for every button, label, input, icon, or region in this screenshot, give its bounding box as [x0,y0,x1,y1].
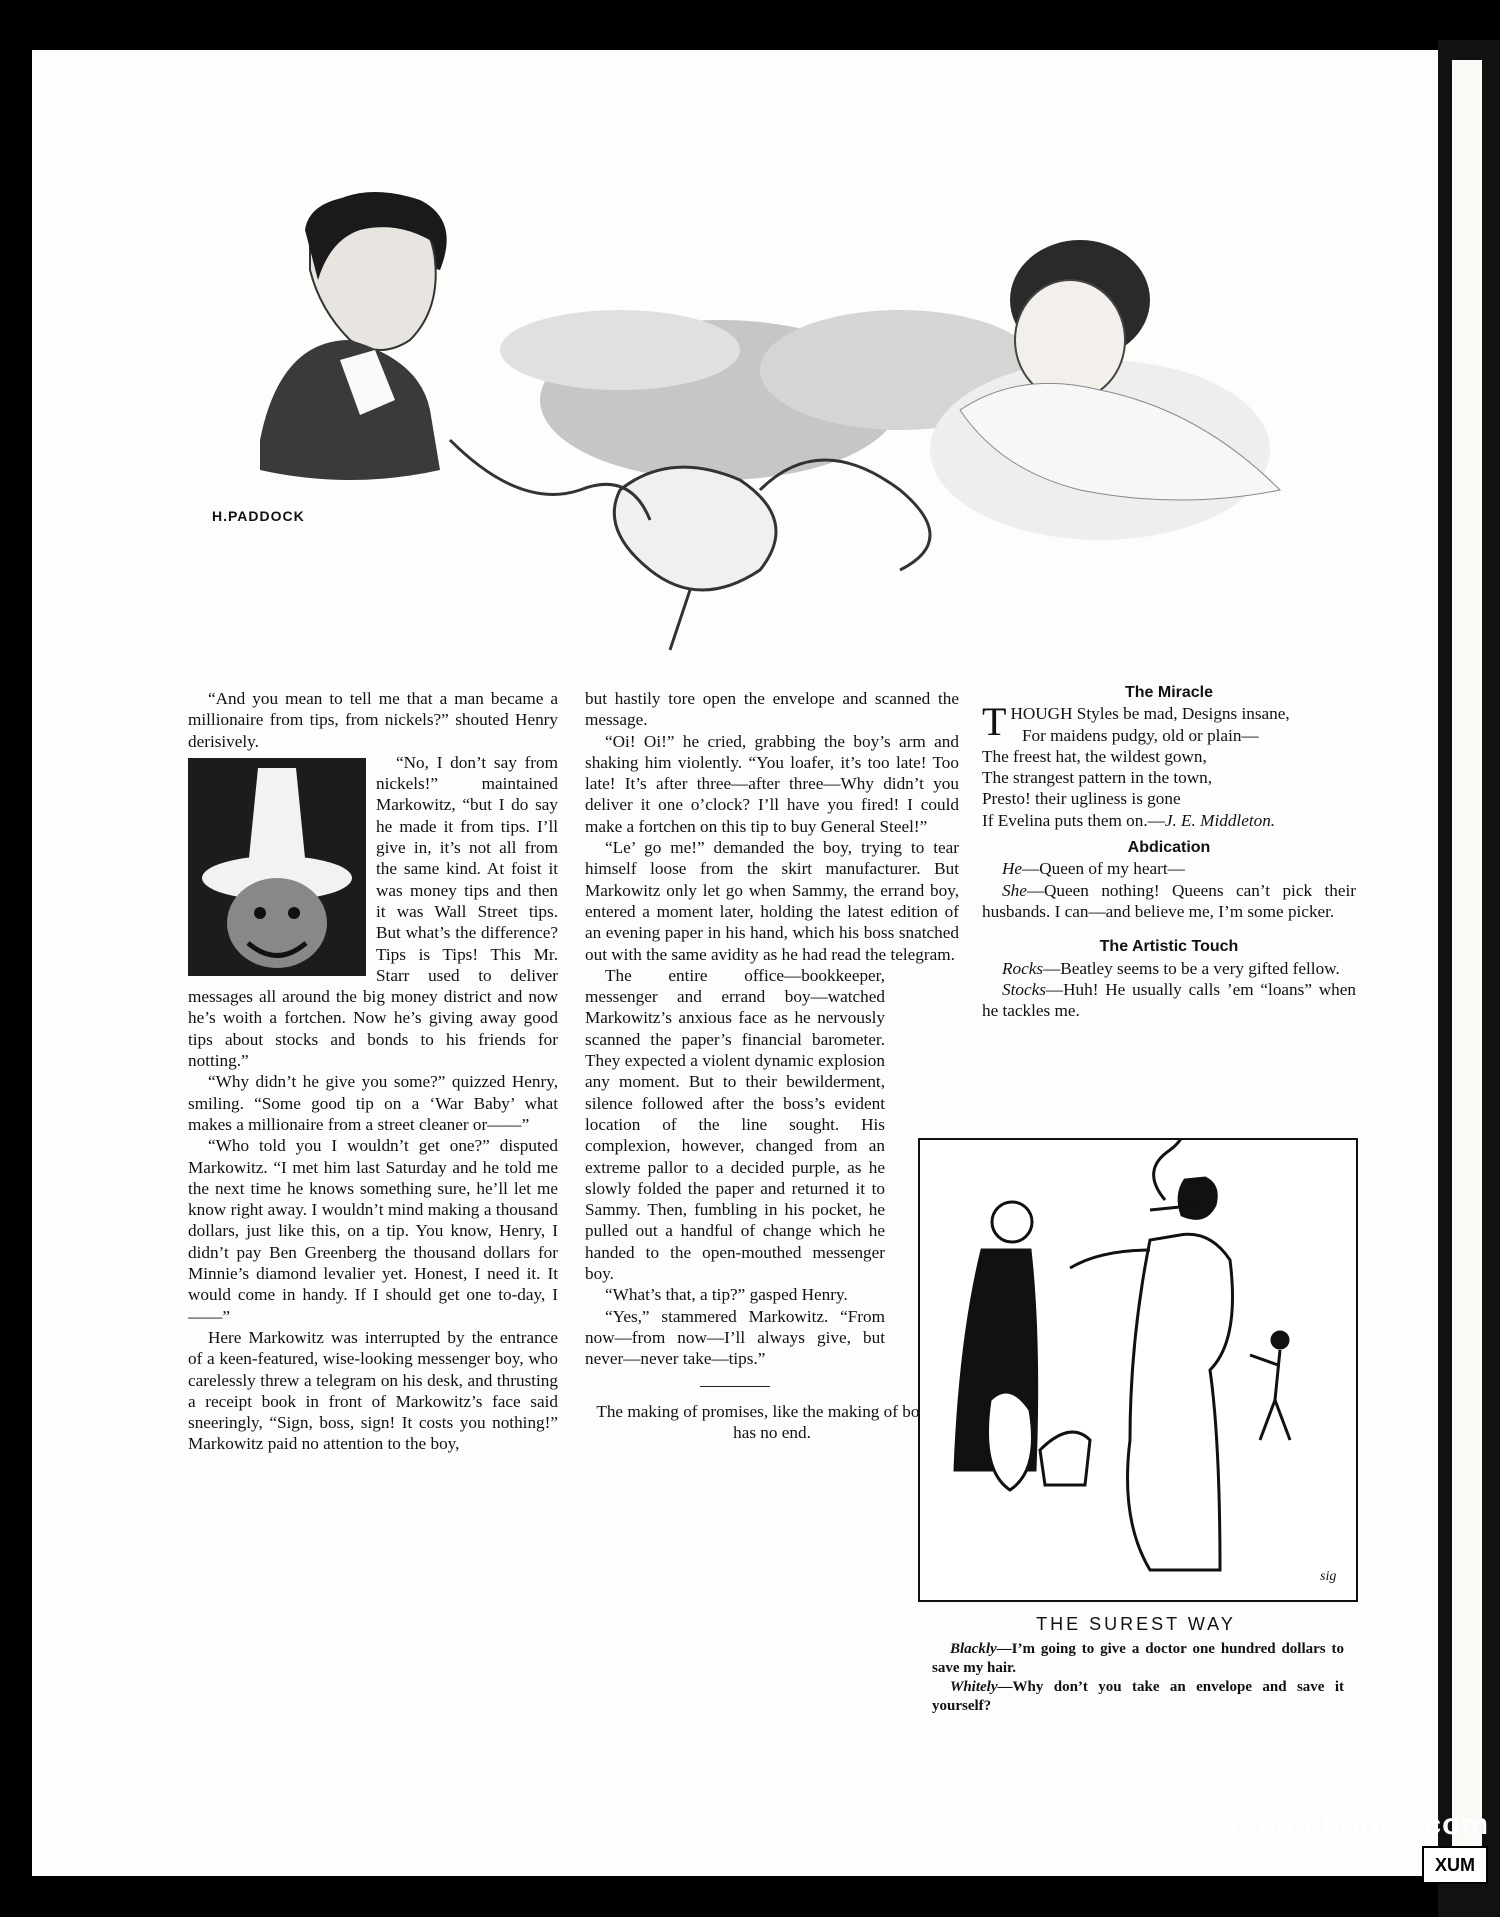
poem-line: For maidens pudgy, old or plain— [1022,725,1259,745]
paragraph: but hastily tore open the envelope and scanned the message. [585,689,959,730]
adjacent-page-edge [1438,40,1500,1917]
paragraph: “Who told you I wouldn’t get one?” disputed Markowitz. “I met him last Saturday and he told me the next time he knows something sure, he’ll let me know right away. I wouldn’t mind making a thousand dollars, just like this, on a tip. You know, Henry, I didn’t pay Ben Greenberg the thousand dollars for Minnie’s diamond levalier yet. Honest, I need it. It would come in handy. If I should get one to-day, I——” [188,1136,558,1326]
dialogue-line [932,1678,1344,1716]
dialogue-line [982,979,1356,1022]
artistic-touch-title: The Artistic Touch [1099,938,1239,956]
story-column-1 [188,688,558,1455]
drop-cap: T [982,699,1007,745]
poem-line: If Evelina puts them on.— [982,810,1165,830]
speaker: He [1002,859,1023,879]
paragraph: “And you mean to tell me that a man became a millionaire from tips, from nickels?” shouted Henry derisively. [188,689,558,751]
story-column-2 [585,688,959,1443]
line: —I’m going to give a doctor one hundred dollars to save my hair. [932,1641,1344,1676]
paragraph: Here Markowitz was interrupted by the entrance of a keen-featured, wise-looking messenger boy, who carelessly threw a telegram on his desk, and thrusting a receipt book in front of Markowitz’s face said sneeringly, “Sign, boss, sign! It costs you nothing!” Markowitz paid no attention to the boy, [188,1327,558,1454]
poem-line: The strangest pattern in the town, [982,768,1213,788]
man-figure [260,192,447,480]
poem-author: J. E. Middleton. [1164,810,1276,830]
dialogue-line [982,958,1356,979]
paragraph: “Yes,” stammered Markowitz. “From now—from now—I’ll always give, but never—never take—tips.” [585,1306,885,1369]
paragraph: “No, I don’t say from nickels!” maintained Markowitz, “but I do say he made it from tips. I’ll give in, it’s not all from the same kind. At foist it was money tips and then it was Wall Street tips. But what’s the difference? Tips is Tips! This Mr. Starr used to deliver messages all around the big money district and now he’s woith a fortchen. Now he’s giving away good tips about stocks and bonds to his friends for notting.” [188,752,558,1071]
cartoon-panel [918,1138,1358,1602]
scan-badge: XUM [1422,1846,1488,1884]
speaker: Stocks [1002,979,1046,999]
speaker: Whitely [950,1679,998,1695]
dialogue-line [982,858,1356,879]
cartoon-caption [932,1640,1344,1716]
line: —Why don’t you take an envelope and save it yourself? [932,1679,1344,1714]
line: —Huh! He usually calls ’em “loans” when he tackles me. [982,979,1356,1021]
paragraph: “Le’ go me!” demanded the boy, trying to tear himself loose from the skirt manufacturer. But Markowitz only let go when Sammy, the errand boy, entered a moment later, holding the latest edition of an evening paper in his hand, which his boss snatched out with the same avidity as he had read the telegram. [585,838,959,964]
poem-line: HOUGH Styles be mad, Designs insane, [1010,704,1290,724]
speaker: Blackly [950,1641,997,1657]
illustrator-signature: H.PADDOCK [212,508,305,524]
poem-line: Presto! their ugliness is gone [982,789,1181,809]
section-divider [700,1386,770,1387]
clown-illustration [188,758,366,976]
champagne-glass [450,440,930,650]
paragraph: “Oi! Oi!” he cried, grabbing the boy’s arm and shaking him violently. “You loafer, it’s too late! Too late! It’s after three—after three—Why didn’t you deliver it one o’clock? I’ll have you fired! I could make a fortchen on this tip to buy General Steel!” [585,731,959,836]
line: —Queen of my heart— [1022,859,1185,879]
line: —Queen nothing! Queens can’t pick their husbands. I can—and believe me, I’m some picker. [982,880,1356,921]
line: —Beatley seems to be a very gifted fellow. [1043,958,1340,978]
abdication-title: Abdication [1127,839,1211,857]
site-watermark: comicbooks.com [1230,1808,1490,1841]
jokes-column [982,682,1356,1021]
miracle-title: The Miracle [1124,684,1214,701]
header-illustration [200,190,1390,660]
paragraph: “What’s that, a tip?” gasped Henry. [605,1285,848,1305]
svg-text:sig: sig [1320,1569,1337,1584]
cartoon-title: THE SUREST WAY [1036,1614,1236,1634]
miracle-poem [982,699,1356,831]
poem-line: The freest hat, the wildest gown, [982,746,1207,766]
speaker: She [1002,880,1027,900]
speaker: Rocks [1002,958,1044,978]
dialogue-line [982,880,1356,923]
dialogue-line [932,1640,1344,1678]
closing-aphorism: The making of promises, like the making of books, has no end. [596,1401,948,1442]
paragraph: The entire office—bookkeeper, messenger and errand boy—watched Markowitz’s anxious face as he nervously scanned the paper’s financial barometer. They expected a violent dynamic explosion any moment. But to their bewilderment, silence followed after the boss’s evident location of the line sought. His complexion, however, changed from an extreme pallor to a decided purple, as he slowly folded the paper and returned it to Sammy. Then, fumbling in his pocket, he pulled out a handful of change which he handed to the open-mouthed messenger boy. [585,965,885,1284]
paragraph: “Why didn’t he give you some?” quizzed Henry, smiling. “Some good tip on a ‘War Baby’ what makes a millionaire from a street cleaner or——” [188,1072,558,1134]
